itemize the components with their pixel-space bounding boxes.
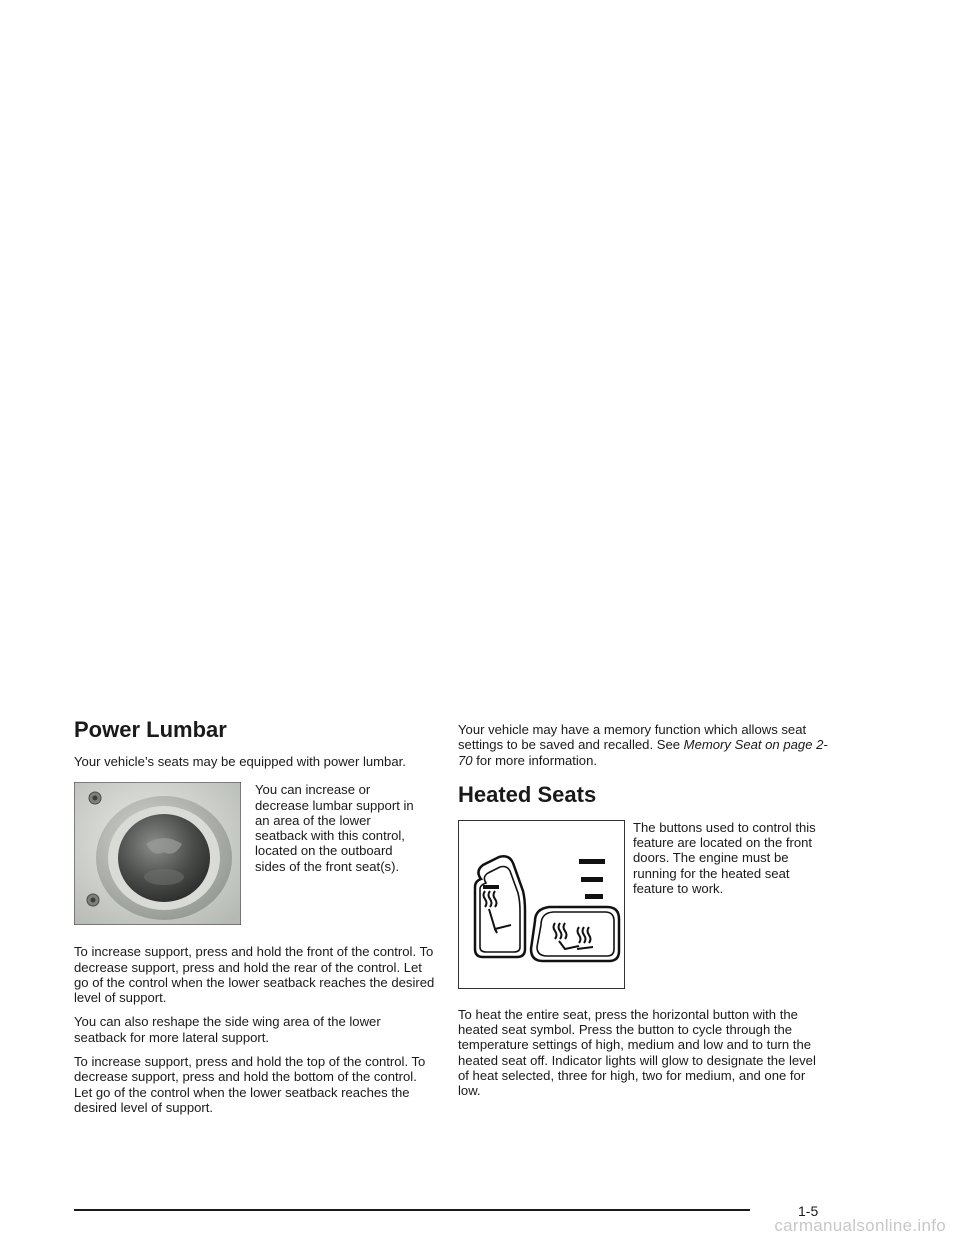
lumbar-paragraph-3: To increase support, press and hold the top of the control. To decrease support, press and hold the bottom of the control. Let go of the control when the lower seatback reaches the desired level of support. [74, 1054, 426, 1115]
right-column [458, 722, 828, 1099]
section-heading-heated-seats: Heated Seats [458, 781, 597, 807]
memory-paragraph [458, 722, 828, 768]
heated-seat-buttons-icon [458, 820, 625, 989]
lumbar-figure-caption: You can increase or decrease lumbar support in an area of the lower seatback with this control, located on the outboard sides of the front seat(s). [255, 782, 414, 874]
footer-rule [74, 1209, 750, 1211]
lumbar-paragraph-1: To increase support, press and hold the front of the control. To decrease support, press and hold the rear of the control. Let go of the control when the lower seatback reaches the desired level of support. [74, 944, 435, 1006]
heated-seats-figure-caption: The buttons used to control this feature are located on the front doors. The engine must be running for the heated seat feature to work. [633, 819, 816, 897]
lumbar-intro: Your vehicle’s seats may be equipped with power lumbar. [74, 754, 406, 769]
memory-text-end: for more information. [472, 752, 598, 768]
heated-seats-paragraph: To heat the entire seat, press the horizontal button with the heated seat symbol. Press the button to cycle through the temperature settings of high, medium and low and to turn the heated seat off. Indicator lights will glow to designate the level of heat selected, three for high, two for medium, and one for low. [458, 1006, 816, 1099]
section-heading-power-lumbar: Power Lumbar [74, 717, 227, 742]
page-number: 1-5 [798, 1203, 819, 1219]
heated-seat-buttons-graphic [459, 821, 624, 988]
watermark: carmanualsonline.info [774, 1216, 946, 1235]
memory-text: Your vehicle may have a memory function which allows seat settings to be saved and recalled. See [458, 722, 807, 753]
left-column [74, 716, 436, 1115]
lumbar-control-photo [74, 782, 241, 925]
lumbar-control-graphic [74, 782, 241, 925]
memory-seat-link[interactable]: Memory Seat on page 2-70 [458, 737, 828, 768]
lumbar-paragraph-2: You can also reshape the side wing area of the lower seatback for more lateral support. [74, 1014, 381, 1045]
